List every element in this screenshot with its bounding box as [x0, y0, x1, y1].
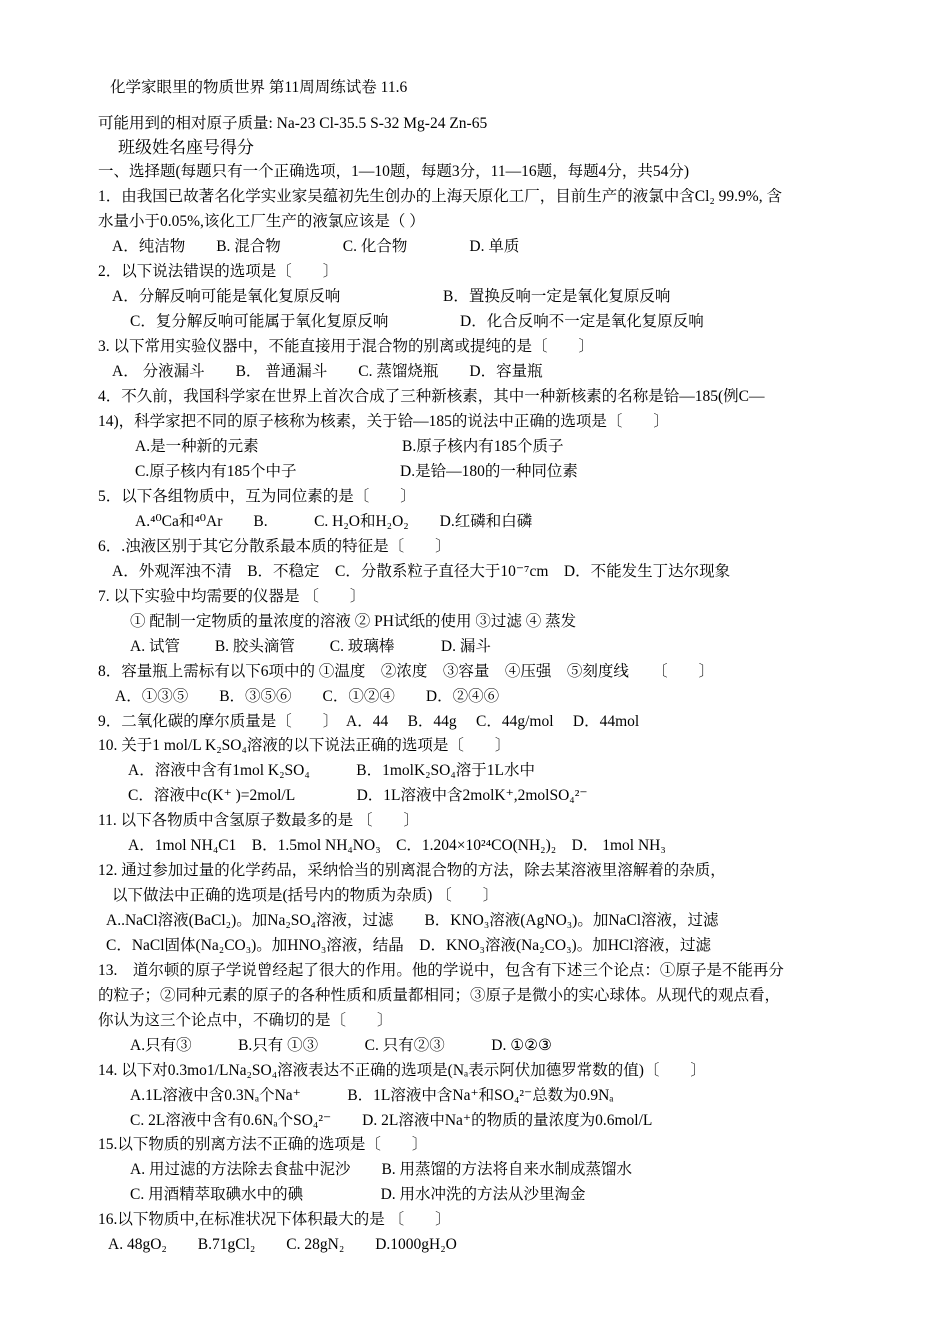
q1-stem: 1．由我国已故著名化学实业家吴蕴初先生创办的上海天原化工厂，目前生产的液氯中含Cl₂ 99.9%, 含: [98, 188, 782, 205]
q7-stem: 7. 以下实验中均需要的仪器是 〔 〕: [98, 588, 366, 605]
q15-options-ab: A. 用过滤的方法除去食盐中泥沙 B. 用蒸馏的方法将自来水制成蒸馏水: [130, 1161, 633, 1178]
q14-options-cd: C. 2L溶液中含有0.6Nₐ个SO₄²⁻ D. 2L溶液中Na⁺的物质的量浓度为0.6mol/L: [130, 1112, 653, 1129]
q1-options: A．纯洁物 B. 混合物 C. 化合物 D. 单质: [112, 238, 520, 255]
q11-stem: 11. 以下各物质中含氢原子数最多的是 〔 〕: [98, 812, 420, 829]
q10-options-cd: C．溶液中c(K⁺ )=2mol/L D．1L溶液中含2molK⁺,2molSO₄²⁻: [128, 787, 588, 804]
q15-stem: 15.以下物质的别离方法不正确的选项是〔 〕: [98, 1136, 428, 1153]
q3-stem: 3. 以下常用实验仪器中，不能直接用于混合物的别离或提纯的是〔 〕: [98, 338, 595, 355]
q4-stem-cont: 14)，科学家把不同的原子核称为核素，关于铪—185的说法中正确的选项是〔 〕: [98, 413, 669, 430]
q6-options: A．外观浑浊不清 B．不稳定 C．分散系粒子直径大于10⁻⁷cm D．不能发生丁达尔现象: [112, 563, 731, 580]
q4-option-a: A.是一种新的元素: [135, 438, 259, 455]
q6-stem: 6．.浊液区别于其它分散系最本质的特征是〔 〕: [98, 538, 451, 555]
q12-options-cd: C．NaCl固体(Na₂CO₃)。加HNO₃溶液，结晶 D．KNO₃溶液(Na₂CO₃)。加HCl溶液，过滤: [106, 937, 712, 954]
q12-options-ab: A..NaCl溶液(BaCl₂)。加Na₂SO₄溶液，过滤 B．KNO₃溶液(AgNO₃)。加NaCl溶液，过滤: [106, 912, 719, 929]
q10-options-ab: A．溶液中含有1mol K₂SO₄ B．1molK₂SO₄溶于1L水中: [128, 762, 535, 779]
q7-options: A. 试管 B. 胶头滴管 C. 玻璃棒 D. 漏斗: [130, 638, 491, 655]
q8-stem: 8．容量瓶上需标有以下6项中的 ①温度 ②浓度 ③容量 ④压强 ⑤刻度线 〔 〕: [98, 663, 715, 680]
q2-stem: 2．以下说法错误的选项是〔 〕: [98, 263, 339, 280]
q13-stem-cont: 的粒子；②同种元素的原子的各种性质和质量都相同；③原子是微小的实心球体。从现代的观点看，: [98, 987, 781, 1004]
q10-stem: 10. 关于1 mol/L K₂SO₄溶液的以下说法正确的选项是〔 〕: [98, 737, 511, 754]
atomic-masses: 可能用到的相对原子质量: Na-23 Cl-35.5 S-32 Mg-24 Zn-65: [98, 115, 488, 132]
q1-stem-cont: 水量小于0.05%,该化工厂生产的液氯应该是（ ）: [98, 213, 425, 230]
q13-options: A.只有③ B.只有 ①③ C. 只有②③ D. ①②③: [130, 1037, 552, 1054]
q4-option-b: B.原子核内有185个质子: [402, 438, 564, 455]
q15-options-cd: C. 用酒精萃取碘水中的碘 D. 用水冲洗的方法从沙里淘金: [130, 1186, 586, 1203]
q13-stem: 13. 道尔顿的原子学说曾经起了很大的作用。他的学说中，包含有下述三个论点：①原子是不能再分: [98, 962, 784, 979]
q14-stem: 14. 以下对0.3mo1/LNa₂SO₄溶液表达不正确的选项是(Nₐ表示阿伏加德罗常数的值)〔 〕: [98, 1062, 706, 1079]
q7-items: ① 配制一定物质的量浓度的溶液 ② PH试纸的使用 ③过滤 ④ 蒸发: [130, 613, 577, 630]
q12-stem-cont: 以下做法中正确的选项是(括号内的物质为杂质) 〔 〕: [112, 887, 499, 904]
q5-options: A.⁴⁰Ca和⁴⁰Ar B. C. H₂O和H₂O₂ D.红磷和白磷: [135, 513, 533, 530]
q4-option-d: D.是铪—180的一种同位素: [400, 463, 578, 480]
student-info: 班级姓名座号得分: [118, 138, 254, 157]
page-title: 化学家眼里的物质世界 第11周周练试卷 11.6: [110, 79, 408, 96]
q2-option-d: D．化合反响不一定是氧化复原反响: [460, 313, 704, 330]
q13-stem-cont2: 你认为这三个论点中，不确切的是〔 〕: [98, 1012, 393, 1029]
section-heading: 一、选择题(每题只有一个正确选项，1—10题，每题3分，11—16题，每题4分，共54分): [98, 163, 690, 180]
q9-stem: 9．二氧化碳的摩尔质量是〔 〕 A．44 B．44g C．44g/mol D．44mol: [98, 713, 640, 730]
q12-stem: 12. 通过参加过量的化学药品，采纳恰当的别离混合物的方法，除去某溶液里溶解着的杂质，: [98, 862, 726, 879]
q3-options: A． 分液漏斗 B． 普通漏斗 C. 蒸馏烧瓶 D．容量瓶: [112, 363, 543, 380]
q16-stem: 16.以下物质中,在标准状况下体积最大的是 〔 〕: [98, 1211, 451, 1228]
q2-option-a: A．分解反响可能是氧化复原反响: [112, 288, 341, 305]
q2-option-c: C．复分解反响可能属于氧化复原反响: [130, 313, 389, 330]
q2-option-b: B．置换反响一定是氧化复原反响: [443, 288, 671, 305]
q8-options: A．①③⑤ B．③⑤⑥ C．①②④ D．②④⑥: [115, 688, 500, 705]
q14-options-ab: A.1L溶液中含0.3Nₐ个Na⁺ B．1L溶液中含Na⁺和SO₄²⁻总数为0.9Nₐ: [130, 1087, 614, 1104]
q5-stem: 5．以下各组物质中，互为同位素的是〔 〕: [98, 488, 416, 505]
q11-options: A．1mol NH₄C1 B．1.5mol NH₄NO₃ C．1.204×10²⁴CO(NH₂)₂ D． 1mol NH₃: [128, 837, 666, 854]
q16-options: A. 48gO₂ B.71gCl₂ C. 28gN₂ D.1000gH₂O: [108, 1236, 457, 1253]
q4-stem: 4．不久前，我国科学家在世界上首次合成了三种新核素，其中一种新核素的名称是铪—185(例C—: [98, 388, 765, 405]
q4-option-c: C.原子核内有185个中子: [135, 463, 297, 480]
